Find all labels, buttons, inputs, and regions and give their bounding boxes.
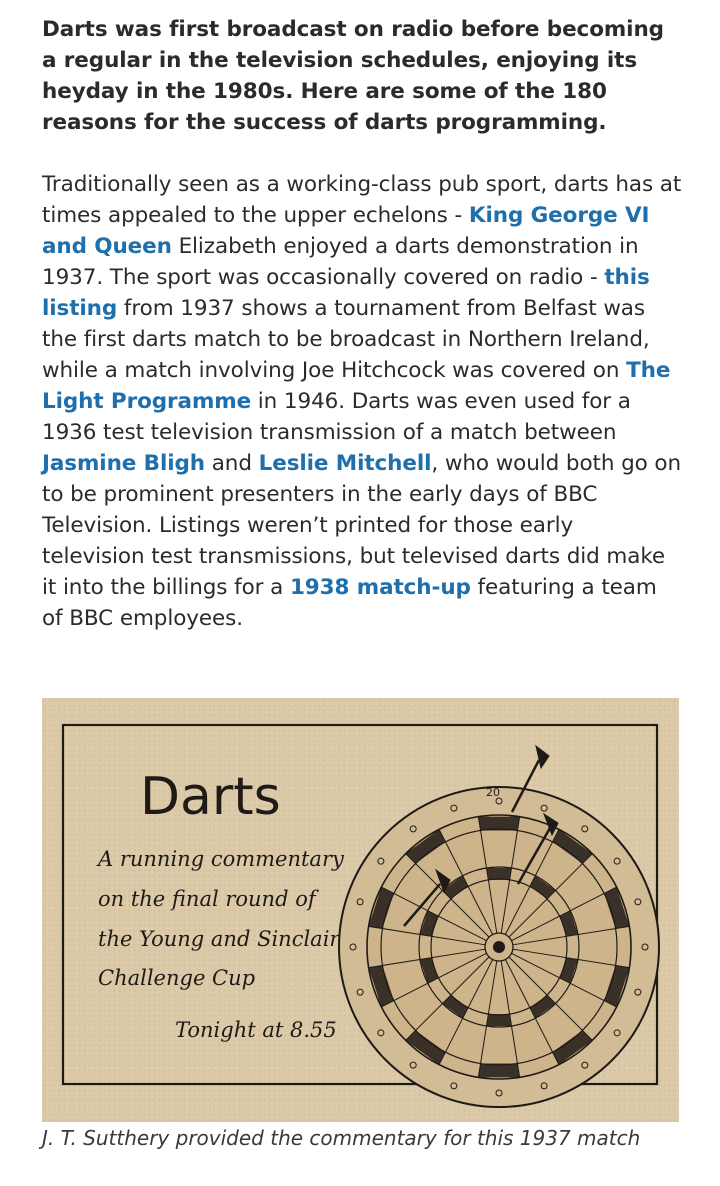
listing-line-1: A running commentary <box>98 847 344 871</box>
link-jasmine-bligh[interactable]: Jasmine Bligh <box>42 451 205 476</box>
link-1938-match-up[interactable]: 1938 match-up <box>289 575 471 600</box>
link-king-george[interactable]: King George VI and Queen <box>42 203 650 259</box>
listing-illustration <box>42 698 679 1122</box>
article-body <box>42 14 682 634</box>
dartboard-icon <box>339 787 659 1107</box>
listing-line-4: Challenge Cup <box>98 966 256 990</box>
listing-time: Tonight at 8.55 <box>175 1018 337 1042</box>
paragraph-text: and <box>204 451 259 476</box>
paragraph-text: from 1937 shows a tournament from Belfast was the first darts match to be broadcast in Northern Ireland, while a match involving Joe Hitchcock was covered on <box>42 296 650 383</box>
paragraph-text: featuring a team of BBC employees. <box>42 575 657 631</box>
paragraph-text: Traditionally seen as a working-class pub sport, darts has at times appealed to the upper echelons - <box>42 172 682 228</box>
image-caption: J. T. Sutthery provided the commentary for this 1937 match <box>42 1126 641 1150</box>
link-light-programme[interactable]: The Light Programme <box>42 358 671 414</box>
paragraph-text: , who would both go on to be prominent presenters in the early days of BBC Television. Listings weren’t printed for those early television test transmissions, but televised darts did make it into the billings for a <box>42 451 682 600</box>
link-leslie-mitchell[interactable]: Leslie Mitchell <box>258 451 432 476</box>
listing-image <box>42 698 679 1122</box>
article-intro: Darts was first broadcast on radio before becoming a regular in the television schedules, enjoying its heyday in the 1980s. Here are some of the 180 reasons for the success of darts programming. <box>42 17 664 135</box>
listing-line-3: the Young and Sinclair <box>98 927 340 951</box>
listing-line-2: on the final round of <box>98 887 316 911</box>
article-paragraph <box>42 169 682 634</box>
dartboard-number-20: 20 <box>486 786 500 799</box>
paragraph-text: in 1946. Darts was even used for a 1936 test television transmission of a match between <box>42 389 631 445</box>
listing-title: Darts <box>140 767 281 827</box>
link-this-listing[interactable]: this listing <box>42 265 650 321</box>
paragraph-text: Elizabeth enjoyed a darts demonstration in 1937. The sport was occasionally covered on radio - <box>42 234 639 290</box>
